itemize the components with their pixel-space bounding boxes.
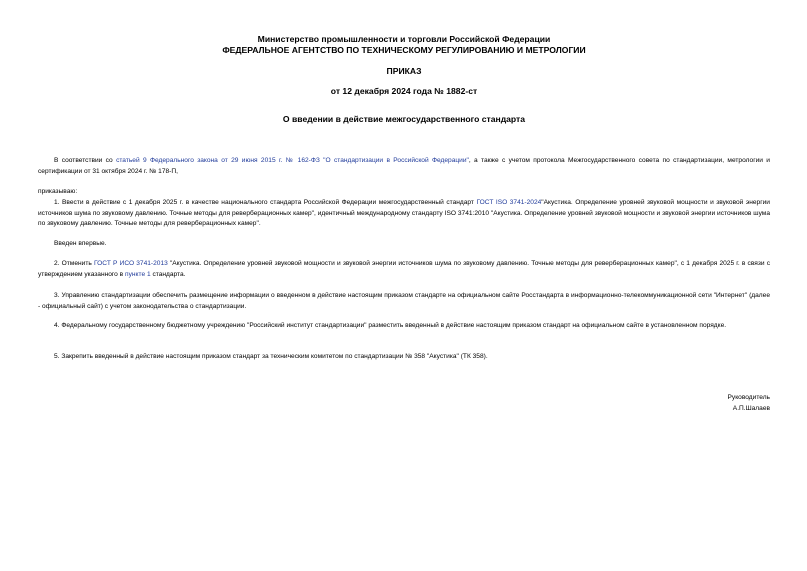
first-time-note: Введен впервые. [54,240,107,247]
ministry-heading: Министерство промышленности и торговли Российской Федерации [257,34,551,44]
date-number-heading: от 12 декабря 2024 года № 1882-ст [330,86,478,96]
agency-heading: ФЕДЕРАЛЬНОЕ АГЕНТСТВО ПО ТЕХНИЧЕСКОМУ РЕГУЛИРОВАНИЮ И МЕТРОЛОГИИ [222,45,586,55]
document-type-heading: ПРИКАЗ [386,66,422,76]
item-1-text-before: 1. Ввести в действие с 1 декабря 2025 г. в качестве национального стандарта Российской Федерации межгосударственный стандарт [54,199,477,206]
item-1-paragraph [38,198,770,230]
signatory-name: А.П.Шалаев [732,405,770,412]
gost-iso-3741-2024-link[interactable]: ГОСТ ISO 3741-2024 [476,199,542,206]
clause-1-link[interactable]: пункте 1 [125,270,151,278]
item-1-text-after: "Акустика. Определение уровней звуковой мощности и звуковой энергии источников шума по звуковому давлению. Точные методы для реверберационных камер", идентичный международному стандарту ISO 3741:2010 "Акустика. Определение уровней звуковой мощности и звуковой энергии источников шума по звуковому давлению. Точные методы для реверберационных камер". [38,199,770,228]
item-3-paragraph: 3. Управлению стандартизации обеспечить размещение информации о введенном в действие настоящим приказом стандарте на официальном сайте Росстандарта в информационно-телекоммуникационной сети "Интернет" (далее - официальный сайт) с учетом законодательства о стандартизации. [38,292,770,310]
item-4-paragraph: 4. Федеральному государственному бюджетному учреждению "Российский институт стандартизации" разместить введенный в действие настоящим приказом стандарт на официальном сайте в установленном порядке. [54,322,727,329]
subject-heading: О введении в действие межгосударственного стандарта [282,114,526,124]
signatory-title: Руководитель [727,394,770,401]
intro-text-after: , а также с учетом протокола Межгосударственного совета по стандартизации, метрологии и сертификации от 31 октября 2024 г. № 178-П, [38,157,770,175]
federal-law-link[interactable]: статьей 9 Федерального закона от 29 июня 2015 г. № 162-ФЗ "О стандартизации в Российской Федерации" [116,157,469,164]
intro-text-before: В соответствии со [54,157,117,164]
item-2-paragraph [38,259,770,280]
item-5-paragraph: 5. Закрепить введенный в действие настоящим приказом стандарт за техническим комитетом по стандартизации № 358 "Акустика" (ТК 358). [54,353,488,360]
item-2-text-after: стандарта. [150,270,186,278]
document-page [38,0,770,571]
item-2-text-before: 2. Отменить [54,260,94,267]
intro-paragraph [38,156,770,177]
item-2-text-middle: "Акустика. Определение уровней звуковой мощности и звуковой энергии источников шума по звуковому давлению. Точные методы для реверберационных камер", с 1 декабря 2025 г. в связи с утверждением указанного в [38,260,771,278]
order-word: приказываю: [38,188,78,195]
gost-r-iso-3741-2013-link[interactable]: ГОСТ Р ИСО 3741-2013 [93,260,168,267]
